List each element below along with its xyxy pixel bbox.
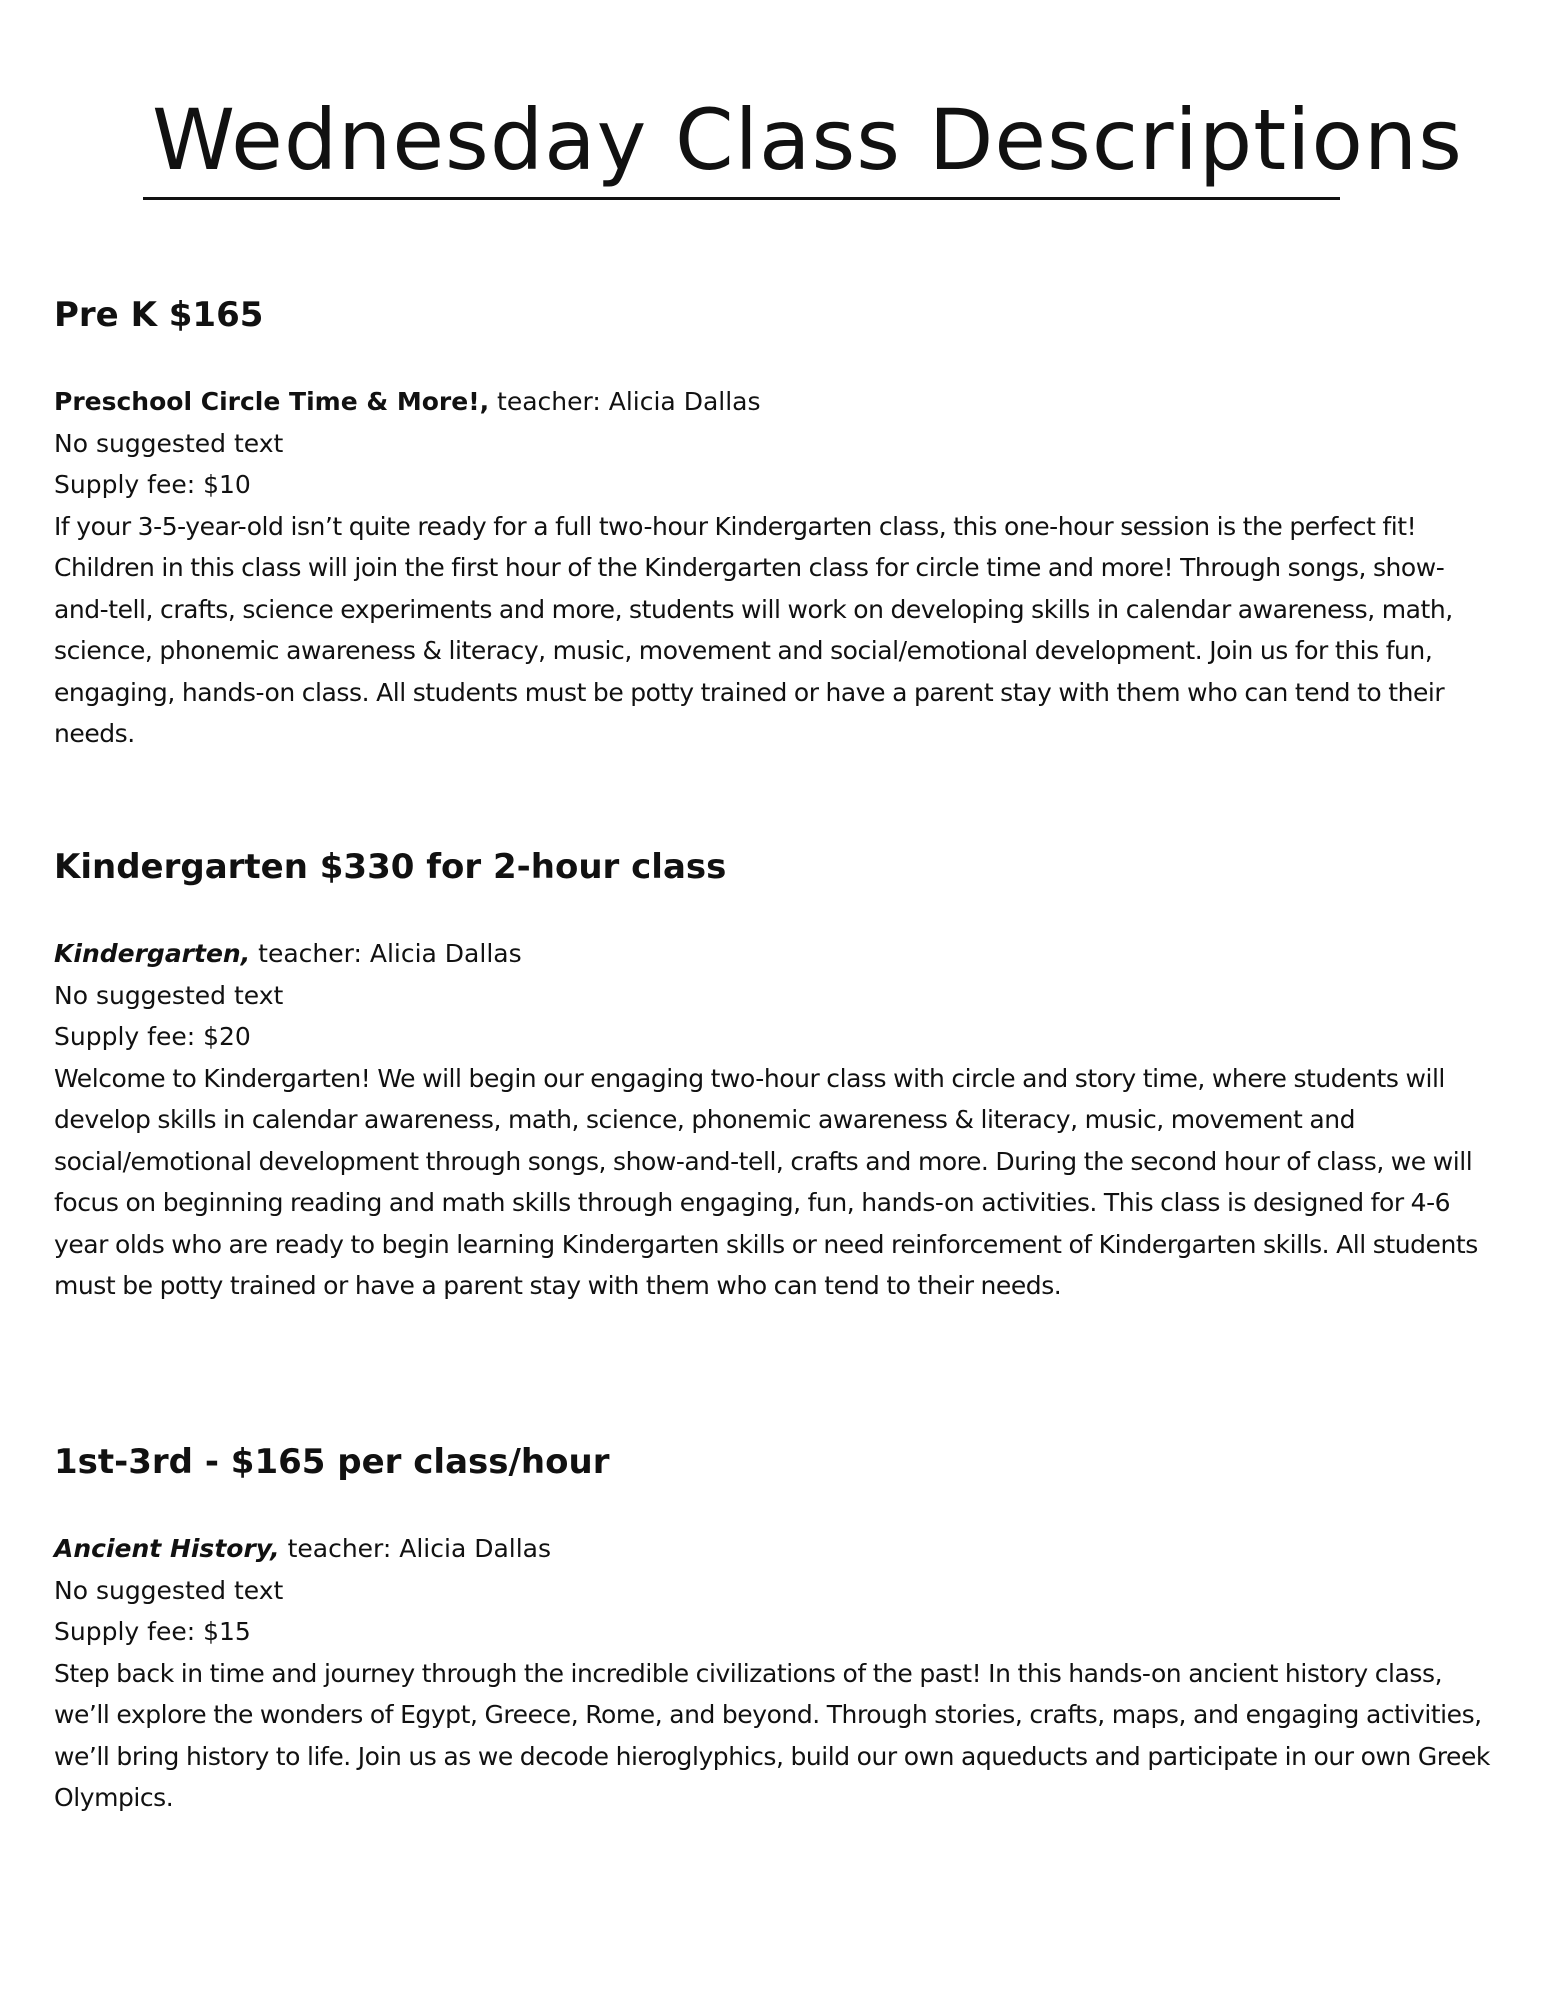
section-kindergarten: [54, 845, 1494, 1307]
supply-fee: Supply fee: $20: [54, 1022, 251, 1051]
class-description: If your 3-5-year-old isn’t quite ready for a full two-hour Kindergarten class, this one-hour session is the perfect fit! Children in this class will join the first hour of the Kindergarten class for circle time and more! Through songs, show-and-tell, crafts, science experiments and more, students will work on developing skills in calendar awareness, math, science, phonemic awareness & literacy, music, movement and social/emotional development. Join us for this fun, engaging, hands-on class. All students must be potty trained or have a parent stay with them who can tend to their needs.: [54, 511, 1453, 748]
class-description: Welcome to Kindergarten! We will begin our engaging two-hour class with circle and story time, where students will develop skills in calendar awareness, math, science, phonemic awareness & literacy, music, movement and social/emotional development through songs, show-and-tell, crafts and more. During the second hour of class, we will focus on beginning reading and math skills through engaging, fun, hands-on activities. This class is designed for 4-6 year olds who are ready to begin learning Kindergarten skills or need reinforcement of Kindergarten skills. All students must be potty trained or have a parent stay with them who can tend to their needs.: [54, 1063, 1478, 1300]
class-name: Preschool Circle Time & More!,: [54, 387, 490, 416]
class-name: Ancient History,: [54, 1534, 280, 1563]
teacher-name: teacher: Alicia Dallas: [250, 939, 522, 968]
teacher-name: teacher: Alicia Dallas: [489, 387, 761, 416]
text-note: No suggested text: [54, 980, 284, 1010]
title-underline: [143, 197, 1340, 200]
class-entry: [54, 1528, 1494, 1819]
page-title: Wednesday Class Descriptions: [152, 91, 1463, 189]
section-heading: Kindergarten $330 for 2-hour class: [54, 847, 727, 887]
class-entry: [54, 933, 1494, 1307]
class-title-line: [54, 933, 1494, 975]
class-title-line: [54, 381, 1494, 423]
supply-fee: Supply fee: $15: [54, 1617, 251, 1646]
class-description: Step back in time and journey through the incredible civilizations of the past! In this hands-on ancient history class, we’ll explore the wonders of Egypt, Greece, Rome, and beyond. Through stories, crafts, maps, and engaging activities, we’ll bring history to life. Join us as we decode hieroglyphics, build our own aqueducts and participate in our own Greek Olympics.: [54, 1658, 1490, 1812]
teacher-name: teacher: Alicia Dallas: [279, 1534, 552, 1563]
text-note: No suggested text: [54, 1575, 284, 1605]
section-1st-3rd: [54, 1440, 1494, 1819]
class-entry: [54, 381, 1494, 755]
supply-fee: Supply fee: $10: [54, 470, 251, 499]
section-heading: 1st-3rd - $165 per class/hour: [54, 1442, 610, 1482]
section-pre-k: [54, 293, 1494, 755]
class-title-line: [54, 1528, 1494, 1570]
section-heading: Pre K $165: [54, 295, 264, 335]
text-note: No suggested text: [54, 428, 284, 458]
class-name: Kindergarten,: [54, 939, 251, 968]
